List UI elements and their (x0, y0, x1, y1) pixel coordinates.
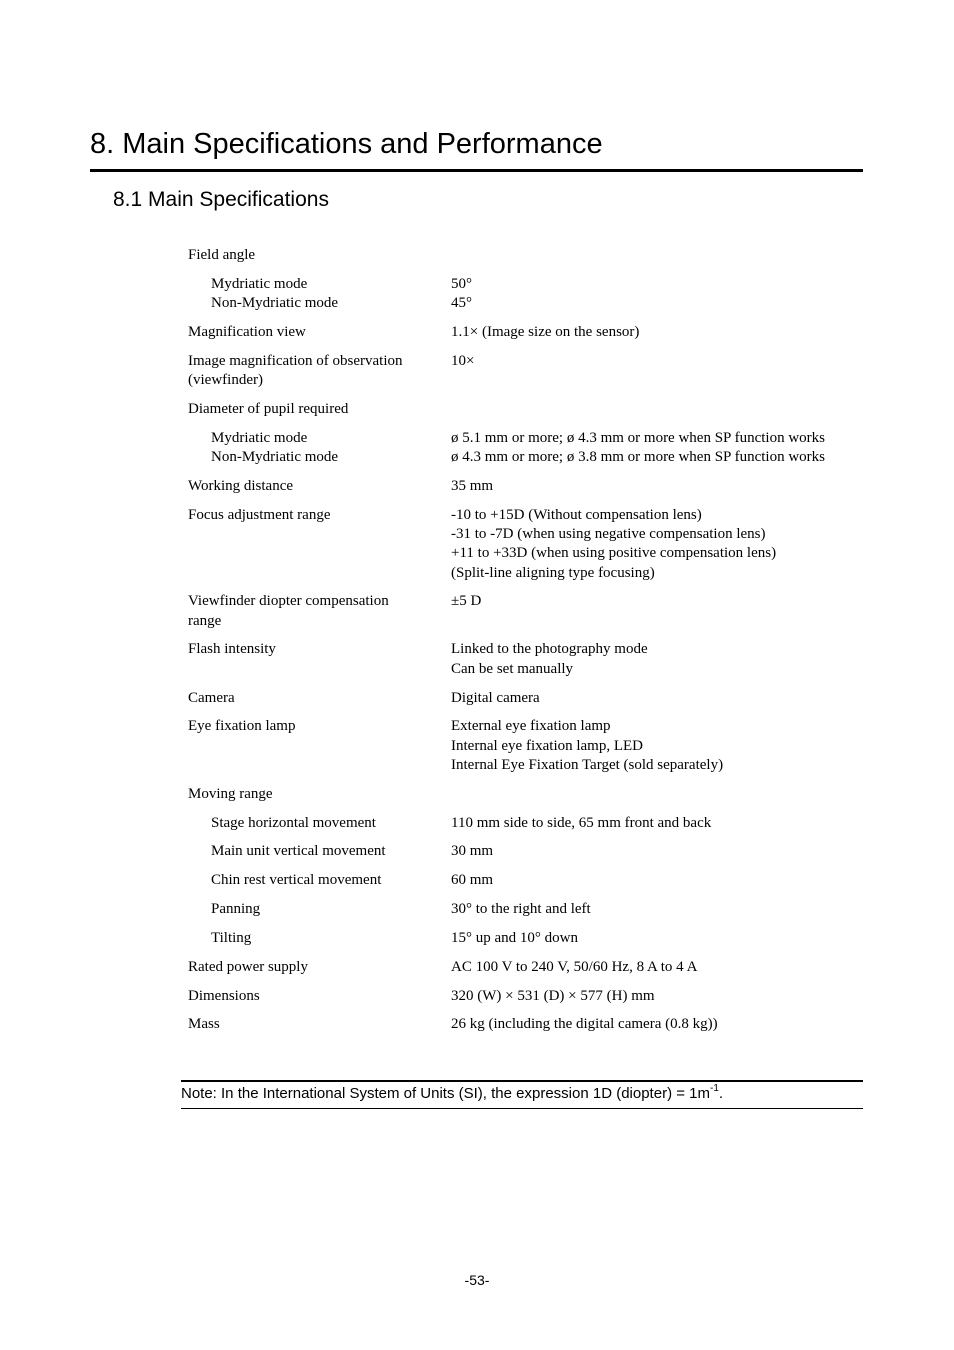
spec-value-main-vertical: 30 mm (451, 843, 494, 859)
spec-label-moving-range: Moving range (188, 786, 273, 802)
spec-label-image-magnification-line1: Image magnification of observation (188, 353, 403, 369)
spec-label-main-vertical: Main unit vertical movement (211, 843, 386, 859)
chapter-title: 8. Main Specifications and Performance (90, 124, 863, 172)
spec-value-mass: 26 kg (including the digital camera (0.8 kg)) (451, 1016, 718, 1032)
spec-value-eye-fixation-2: Internal eye fixation lamp, LED (451, 738, 644, 754)
spec-value-flash-intensity-2: Can be set manually (451, 661, 574, 677)
spec-label-field-angle: Field angle (188, 247, 256, 263)
spec-value-dimensions: 320 (W) × 531 (D) × 577 (H) mm (451, 988, 655, 1004)
spec-value-panning: 30° to the right and left (451, 901, 591, 917)
spec-value-viewfinder-diopter: ±5 D (451, 593, 482, 609)
spec-label-pupil-mydriatic: Mydriatic mode (211, 430, 308, 446)
spec-label-rated-power: Rated power supply (188, 959, 308, 975)
spec-label-pupil-non-mydriatic: Non-Mydriatic mode (211, 449, 339, 465)
spec-value-magnification-view: 1.1× (Image size on the sensor) (451, 324, 640, 340)
spec-label-tilting: Tilting (211, 930, 252, 946)
spec-label-eye-fixation: Eye fixation lamp (188, 718, 296, 734)
spec-label-magnification-view: Magnification view (188, 324, 306, 340)
si-units-note (181, 1080, 863, 1109)
spec-label-field-non-mydriatic: Non-Mydriatic mode (211, 295, 339, 311)
spec-label-field-mydriatic: Mydriatic mode (211, 276, 308, 292)
spec-value-eye-fixation-3: Internal Eye Fixation Target (sold separately) (451, 757, 724, 773)
spec-label-working-distance: Working distance (188, 478, 294, 494)
spec-value-pupil-non-mydriatic: ø 4.3 mm or more; ø 3.8 mm or more when SP function works (451, 449, 825, 465)
spec-value-stage-horizontal: 110 mm side to side, 65 mm front and back (451, 815, 712, 831)
note-end: . (718, 1085, 724, 1102)
note-text: Note: In the International System of Units (SI), the expression 1D (diopter) = 1m (181, 1085, 710, 1102)
spec-label-dimensions: Dimensions (188, 988, 260, 1004)
spec-label-panning: Panning (211, 901, 261, 917)
spec-value-tilting: 15° up and 10° down (451, 930, 578, 946)
spec-value-focus-range-4: (Split-line aligning type focusing) (451, 565, 655, 581)
spec-label-flash-intensity: Flash intensity (188, 641, 276, 657)
spec-value-flash-intensity-1: Linked to the photography mode (451, 641, 648, 657)
spec-value-field-non-mydriatic: 45° (451, 295, 472, 311)
spec-value-focus-range-3: +11 to +33D (when using positive compensation lens) (451, 545, 777, 561)
section-title: 8.1 Main Specifications (113, 188, 329, 211)
spec-value-image-magnification: 10× (451, 353, 475, 369)
spec-value-working-distance: 35 mm (451, 478, 494, 494)
spec-label-stage-horizontal: Stage horizontal movement (211, 815, 376, 831)
spec-label-pupil-diameter: Diameter of pupil required (188, 401, 349, 417)
spec-label-chin-vertical: Chin rest vertical movement (211, 872, 382, 888)
spec-label-viewfinder-diopter-line1: Viewfinder diopter compensation (188, 593, 389, 609)
spec-value-eye-fixation-1: External eye fixation lamp (451, 718, 611, 734)
spec-label-focus-range: Focus adjustment range (188, 507, 331, 523)
note-superscript: -1 (710, 1083, 719, 1094)
spec-label-image-magnification-line2: (viewfinder) (188, 372, 263, 388)
spec-label-mass: Mass (188, 1016, 220, 1032)
spec-value-camera: Digital camera (451, 690, 540, 706)
page-number: -53- (464, 1272, 490, 1288)
spec-value-pupil-mydriatic: ø 5.1 mm or more; ø 4.3 mm or more when SP function works (451, 430, 825, 446)
spec-value-focus-range-2: -31 to -7D (when using negative compensation lens) (451, 526, 766, 542)
spec-value-focus-range-1: -10 to +15D (Without compensation lens) (451, 507, 702, 523)
spec-label-viewfinder-diopter-line2: range (188, 613, 222, 629)
spec-value-rated-power: AC 100 V to 240 V, 50/60 Hz, 8 A to 4 A (451, 959, 698, 975)
spec-value-field-mydriatic: 50° (451, 276, 472, 292)
spec-label-camera: Camera (188, 690, 235, 706)
spec-value-chin-vertical: 60 mm (451, 872, 494, 888)
